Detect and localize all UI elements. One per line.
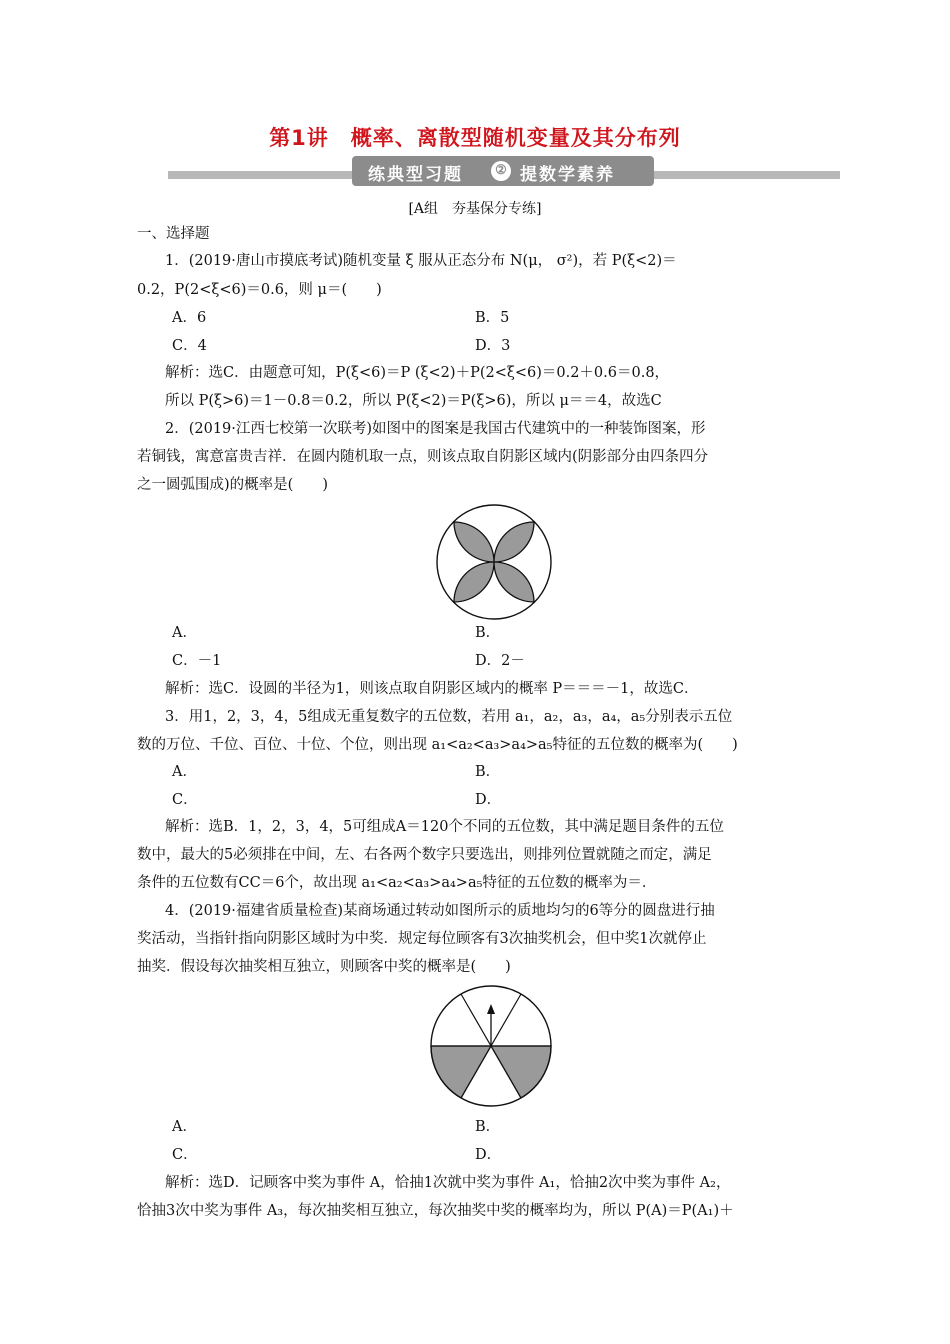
banner-rule-right bbox=[652, 171, 840, 179]
q3-option-a: A． bbox=[172, 764, 197, 780]
banner-badge-icon: ② bbox=[491, 161, 511, 181]
q4-option-b: B． bbox=[475, 1119, 501, 1135]
banner-left-text: 练典型习题 bbox=[368, 165, 463, 185]
q1-option-b: B．5 bbox=[475, 310, 510, 326]
q1-option-d: D．3 bbox=[475, 338, 511, 354]
q4-solution-2: 恰抽3次中奖为事件 A₃，每次抽奖相互独立，每次抽奖中奖的概率均为，所以 P(A)＝P(A₁)＋ bbox=[137, 1203, 734, 1219]
q4-line-1: 4．(2019·福建省质量检查)某商场通过转动如图所示的质地均匀的6等分的圆盘进行抽 bbox=[165, 903, 715, 919]
q3-solution-3: 条件的五位数有CC＝6个，故出现 a₁<a₂<a₃>a₄>a₅特征的五位数的概率为＝． bbox=[137, 875, 657, 891]
q2-option-c: C．－1 bbox=[172, 653, 222, 669]
q4-solution-1: 解析：选D．记顾客中奖为事件 A，恰抽1次就中奖为事件 A₁，恰抽2次中奖为事件 A₂， bbox=[165, 1175, 731, 1191]
q2-line-2: 若铜钱，寓意富贵吉祥．在圆内随机取一点，则该点取自阴影区域内(阴影部分由四条四分 bbox=[137, 449, 709, 465]
q4-option-d: D． bbox=[475, 1147, 502, 1163]
q3-option-d: D． bbox=[475, 792, 502, 808]
q1-option-c: C．4 bbox=[172, 338, 207, 354]
q2-line-1: 2．(2019·江西七校第一次联考)如图中的图案是我国古代建筑中的一种装饰图案，形 bbox=[165, 421, 706, 437]
q2-solution-1: 解析：选C．设圆的半径为1，则该点取自阴影区域内的概率 P＝＝＝－1，故选C． bbox=[165, 681, 699, 697]
q3-option-b: B． bbox=[475, 764, 501, 780]
q2-option-b: B． bbox=[475, 625, 501, 641]
q3-line-1: 3．用1，2，3，4，5组成无重复数字的五位数，若用 a₁，a₂，a₃，a₄，a₅分别表示五位 bbox=[165, 709, 733, 725]
q4-option-a: A． bbox=[172, 1119, 197, 1135]
q1-solution-2: 所以 P(ξ>6)＝1－0.8＝0.2，所以 P(ξ<2)＝P(ξ>6)，所以 μ＝＝4，故选C bbox=[165, 393, 662, 409]
q3-option-c: C． bbox=[172, 792, 198, 808]
q3-solution-1: 解析：选B．1，2，3，4，5可组成A＝120个不同的五位数，其中满足题目条件的五位 bbox=[165, 819, 724, 835]
q1-option-a: A．6 bbox=[172, 310, 207, 326]
q3-line-2: 数的万位、千位、百位、十位、个位，则出现 a₁<a₂<a₃>a₄>a₅特征的五位数的概率为( ) bbox=[137, 737, 738, 753]
spinner-wheel-figure bbox=[428, 984, 554, 1110]
q4-line-2: 奖活动，当指针指向阴影区域时为中奖．规定每位顾客有3次抽奖机会，但中奖1次就停止 bbox=[137, 931, 707, 947]
q2-option-d: D．2－ bbox=[475, 653, 525, 669]
banner-right-text: 提数学素养 bbox=[520, 165, 615, 185]
q2-option-a: A． bbox=[172, 625, 197, 641]
q1-line-1: 1．(2019·唐山市摸底考试)随机变量 ξ 服从正态分布 N(μ， σ²)，若 P(ξ<2)＝ bbox=[165, 253, 677, 269]
q2-line-3: 之一圆弧围成)的概率是( ) bbox=[137, 477, 328, 493]
q3-solution-2: 数中，最大的5必须排在中间，左、右各两个数字只要选出，则排列位置就随之而定，满足 bbox=[137, 847, 712, 863]
q4-line-3: 抽奖．假设每次抽奖相互独立，则顾客中奖的概率是( ) bbox=[137, 959, 511, 975]
q1-solution-1: 解析：选C．由题意可知，P(ξ<6)＝P (ξ<2)＋P(2<ξ<6)＝0.2＋0.6＝0.8， bbox=[165, 365, 670, 381]
section-banner bbox=[352, 156, 654, 186]
banner-rule-left bbox=[168, 171, 354, 179]
section-heading: 一、选择题 bbox=[137, 226, 210, 242]
q1-line-2: 0.2，P(2<ξ<6)＝0.6，则 μ＝( ) bbox=[137, 282, 382, 298]
group-heading: [A组 夯基保分专练] bbox=[408, 201, 542, 217]
coin-pattern-figure bbox=[432, 500, 556, 624]
q4-option-c: C． bbox=[172, 1147, 198, 1163]
page-title: 第1讲 概率、离散型随机变量及其分布列 bbox=[269, 126, 681, 150]
